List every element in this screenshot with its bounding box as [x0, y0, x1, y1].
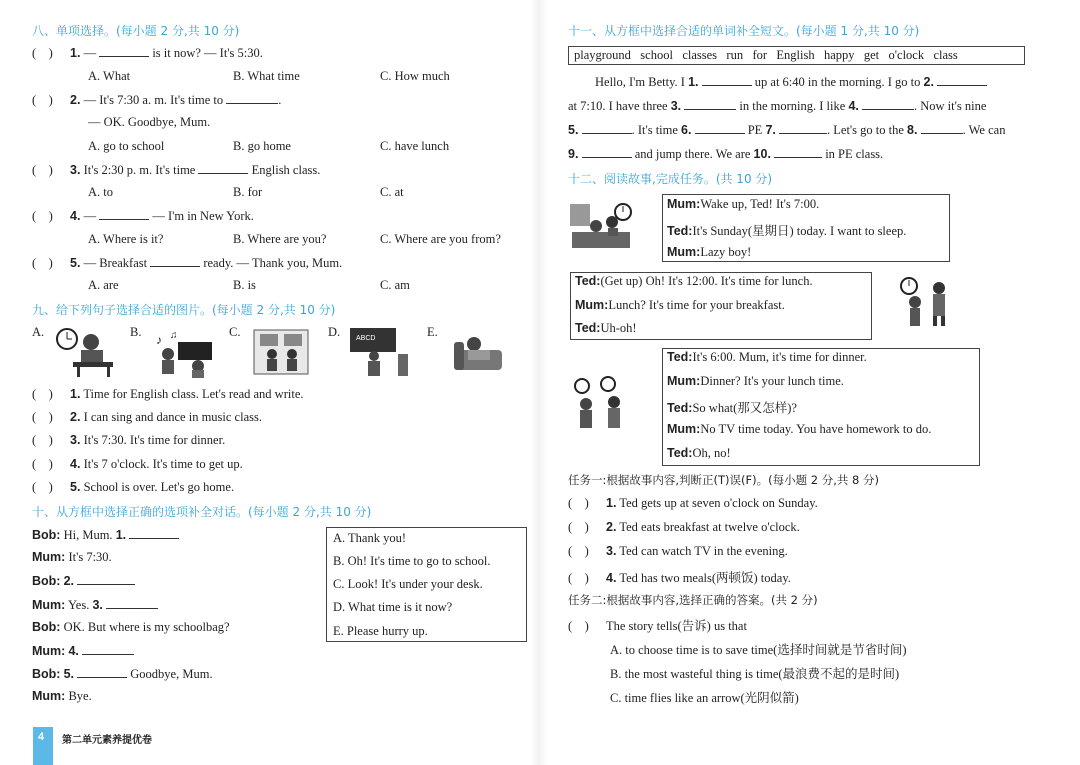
s9-item-4: ( ) 4. It's 7 o'clock. It's time to get up. — [32, 457, 243, 471]
answer-blank[interactable] — [937, 74, 987, 86]
story-picture-2 — [895, 276, 955, 330]
picture-label-b: B. — [130, 325, 142, 339]
answer-blank[interactable] — [695, 122, 745, 134]
dialog-line-3: Bob: 2. — [32, 573, 135, 589]
option-b: B. Where are you? — [233, 232, 327, 246]
dialog-option-d: D. What time is it now? — [333, 600, 453, 614]
passage-line-2: at 7:10. I have three 3. in the morning. I like 4. . Now it's nine — [568, 99, 987, 113]
option-a: A. go to school — [88, 139, 165, 153]
svg-text:♫: ♫ — [170, 330, 178, 341]
option-a: A. to — [88, 185, 113, 199]
section-8-title: 八、单项选择。(每小题 2 分,共 10 分) — [32, 24, 240, 38]
answer-blank[interactable] — [684, 98, 736, 110]
s8-q1: ( ) 1. — is it now? — It's 5:30. — [32, 46, 263, 60]
option-b: B. go home — [233, 139, 291, 153]
dialog-line-4: Mum: Yes. 3. — [32, 597, 158, 613]
answer-blank[interactable] — [129, 527, 179, 539]
story1-line-1: Mum:Wake up, Ted! It's 7:00. — [667, 197, 820, 211]
answer-blank[interactable] — [77, 666, 127, 678]
section-11-title: 十一、从方框中选择合适的单词补全短文。(每小题 1 分,共 10 分) — [568, 24, 920, 38]
option-c: C. at — [380, 185, 404, 199]
picture-a-illustration — [55, 326, 117, 378]
task-2-option-b: B. the most wasteful thing is time(最浪费不起的是时间) — [610, 667, 900, 681]
story3-line-4: Mum:No TV time today. You have homework to do. — [667, 422, 932, 436]
picture-label-a: A. — [32, 325, 45, 339]
story2-line-2: Mum:Lunch? It's time for your breakfast. — [575, 298, 785, 312]
dialog-option-c: C. Look! It's under your desk. — [333, 577, 483, 591]
passage-line-4: 9. and jump there. We are 10. in PE class. — [568, 147, 884, 161]
passage-line-3: 5. . It's time 6. PE 7. . Let's go to the 8. . We can — [568, 123, 1006, 137]
dialog-line-1: Bob: Hi, Mum. 1. — [32, 527, 179, 543]
s9-item-2: ( ) 2. I can sing and dance in music class. — [32, 410, 262, 424]
section-12-title: 十二、阅读故事,完成任务。(共 10 分) — [568, 172, 773, 186]
picture-d-illustration — [348, 326, 412, 378]
answer-blank[interactable] — [582, 146, 632, 158]
story3-line-5: Ted:Oh, no! — [667, 446, 731, 460]
option-a: A. are — [88, 278, 119, 292]
option-a: A. Where is it? — [88, 232, 164, 246]
picture-label-d: D. — [328, 325, 341, 339]
section-10-title: 十、从方框中选择正确的选项补全对话。(每小题 2 分,共 10 分) — [32, 505, 372, 519]
footer-title: 第二单元素养提优卷 — [62, 735, 152, 746]
answer-blank[interactable] — [106, 597, 158, 609]
answer-blank[interactable] — [77, 573, 135, 585]
task-2-title: 任务二:根据故事内容,选择正确的答案。(共 2 分) — [568, 593, 818, 607]
story-picture-1 — [568, 200, 634, 254]
s9-item-1: ( ) 1. Time for English class. Let's read and write. — [32, 387, 304, 401]
dialog-option-b: B. Oh! It's time to go to school. — [333, 554, 491, 568]
section-9-title: 九、给下列句子选择合适的图片。(每小题 2 分,共 10 分) — [32, 303, 336, 317]
answer-blank[interactable] — [99, 45, 149, 57]
tf-item-1: ( ) 1. Ted gets up at seven o'clock on Sunday. — [568, 496, 818, 510]
story3-line-2: Mum:Dinner? It's your lunch time. — [667, 374, 844, 388]
dialog-line-5: Bob: OK. But where is my schoolbag? — [32, 620, 230, 634]
answer-blank[interactable] — [82, 643, 134, 655]
tf-item-4: ( ) 4. Ted has two meals(两顿饭) today. — [568, 571, 791, 585]
picture-label-c: C. — [229, 325, 241, 339]
s8-q2-line2: — OK. Goodbye, Mum. — [88, 115, 211, 129]
svg-text:ABCD: ABCD — [356, 335, 376, 342]
s8-q2: ( ) 2. — It's 7:30 a. m. It's time to . — [32, 93, 282, 107]
word-bank: playground school classes run for English happy get o'clock class — [574, 48, 958, 62]
dialog-line-8: Mum: Bye. — [32, 689, 92, 703]
dialog-line-2: Mum: It's 7:30. — [32, 550, 112, 564]
option-b: B. What time — [233, 69, 300, 83]
option-c: C. have lunch — [380, 139, 450, 153]
answer-blank[interactable] — [582, 122, 632, 134]
tf-item-3: ( ) 3. Ted can watch TV in the evening. — [568, 544, 788, 558]
task-1-title: 任务一:根据故事内容,判断正(T)误(F)。(每小题 2 分,共 8 分) — [568, 473, 879, 487]
answer-blank[interactable] — [150, 255, 200, 267]
story3-line-3: Ted:So what(那又怎样)? — [667, 401, 797, 415]
s9-item-5: ( ) 5. School is over. Let's go home. — [32, 480, 235, 494]
option-b: B. for — [233, 185, 263, 199]
task-2-option-c: C. time flies like an arrow(光阴似箭) — [610, 691, 799, 705]
option-b: B. is — [233, 278, 256, 292]
story2-line-1: Ted:(Get up) Oh! It's 12:00. It's time for lunch. — [575, 274, 813, 288]
story1-line-2: Ted:It's Sunday(星期日) today. I want to sleep. — [667, 224, 907, 238]
picture-c-illustration — [252, 326, 310, 378]
page-gutter — [530, 0, 548, 765]
passage-line-1: Hello, I'm Betty. I 1. up at 6:40 in the morning. I go to 2. — [595, 74, 987, 90]
page-number: 4 — [38, 731, 45, 743]
task-2-option-a: A. to choose time is to save time(选择时间就是节省时间) — [610, 643, 907, 657]
picture-label-e: E. — [427, 325, 438, 339]
answer-blank[interactable] — [198, 162, 248, 174]
s8-q3: ( ) 3. It's 2:30 p. m. It's time English class. — [32, 163, 321, 177]
option-c: C. Where are you from? — [380, 232, 501, 246]
option-c: C. am — [380, 278, 410, 292]
answer-blank[interactable] — [99, 208, 149, 220]
picture-e-illustration — [450, 330, 506, 376]
story1-line-3: Mum:Lazy boy! — [667, 245, 752, 259]
dialog-line-7: Bob: 5. Goodbye, Mum. — [32, 667, 213, 681]
tf-item-2: ( ) 2. Ted eats breakfast at twelve o'clock. — [568, 520, 800, 534]
dialog-line-6: Mum: 4. — [32, 643, 134, 659]
answer-blank[interactable] — [702, 74, 752, 86]
option-a: A. What — [88, 69, 131, 83]
dialog-option-a: A. Thank you! — [333, 531, 407, 545]
s8-q5: ( ) 5. — Breakfast ready. — Thank you, Mum. — [32, 256, 343, 270]
dialog-option-e: E. Please hurry up. — [333, 624, 428, 638]
answer-blank[interactable] — [226, 92, 278, 104]
story-picture-3 — [568, 376, 638, 432]
task-2-question: ( ) The story tells(告诉) us that — [568, 619, 747, 633]
svg-text:♪: ♪ — [156, 333, 162, 347]
picture-b-illustration — [150, 326, 218, 378]
answer-blank[interactable] — [921, 122, 963, 134]
s8-q4: ( ) 4. — — I'm in New York. — [32, 209, 254, 223]
story2-line-3: Ted:Uh-oh! — [575, 321, 637, 335]
answer-blank[interactable] — [774, 146, 822, 158]
answer-blank[interactable] — [779, 122, 827, 134]
s9-item-3: ( ) 3. It's 7:30. It's time for dinner. — [32, 433, 226, 447]
answer-blank[interactable] — [862, 98, 914, 110]
story3-line-1: Ted:It's 6:00. Mum, it's time for dinner. — [667, 350, 867, 364]
option-c: C. How much — [380, 69, 450, 83]
